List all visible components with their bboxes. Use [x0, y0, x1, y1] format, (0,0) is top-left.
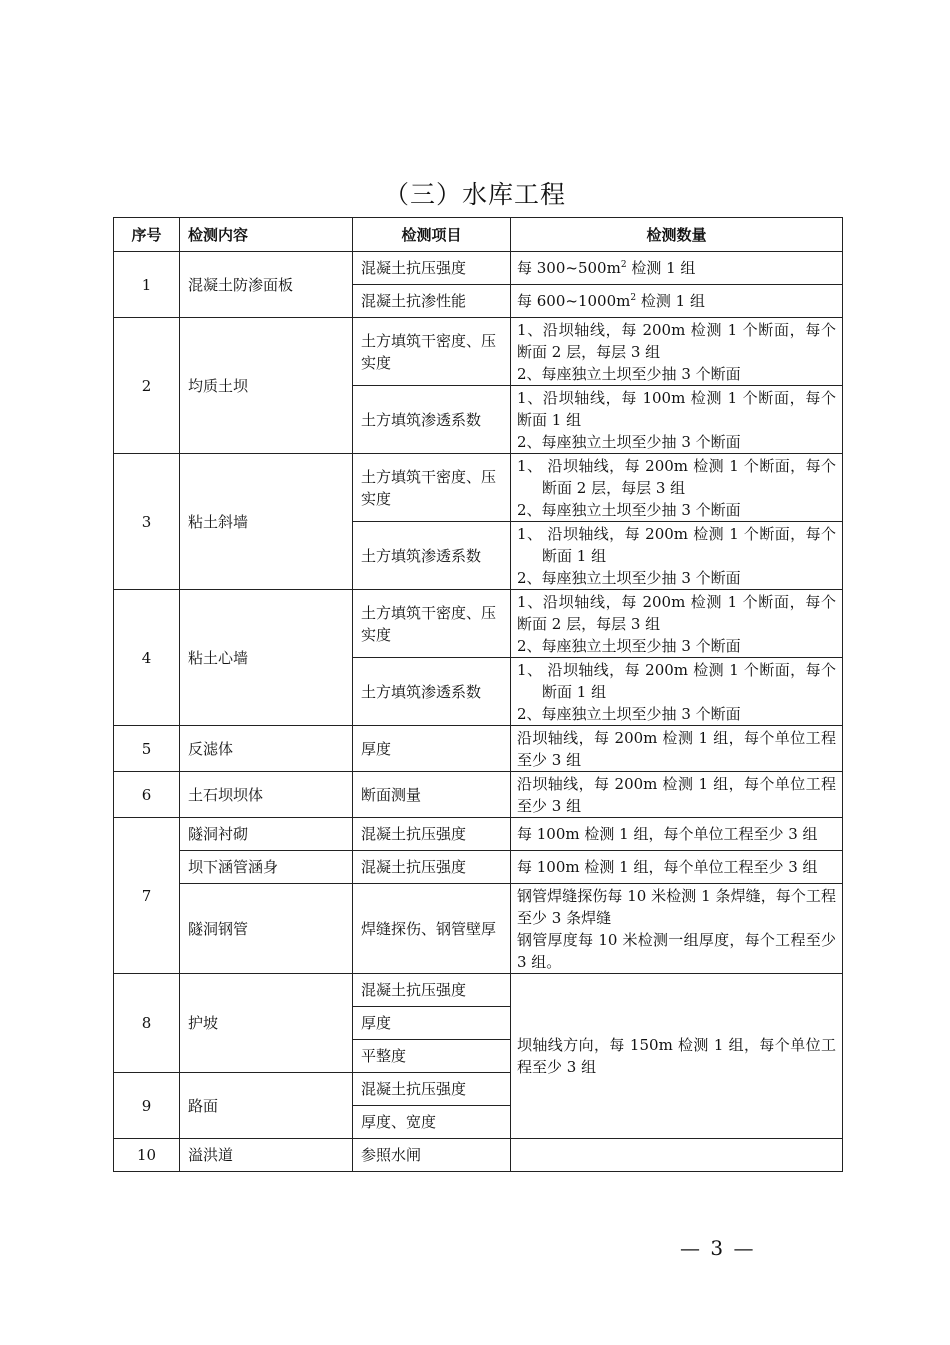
- header-no: 序号: [114, 218, 180, 252]
- cell-item: 土方填筑渗透系数: [353, 386, 511, 454]
- cell-no: 5: [114, 726, 180, 772]
- table-row: [114, 590, 843, 658]
- table-row: [114, 851, 843, 884]
- cell-content: 隧洞衬砌: [180, 818, 353, 851]
- cell-item: 混凝土抗压强度: [353, 818, 511, 851]
- cell-quantity: 每 100m 检测 1 组，每个单位工程至少 3 组: [511, 818, 843, 851]
- cell-quantity: 每 100m 检测 1 组，每个单位工程至少 3 组: [511, 851, 843, 884]
- cell-content: 路面: [180, 1073, 353, 1139]
- header-quantity: 检测数量: [511, 218, 843, 252]
- cell-content: 粘土心墙: [180, 590, 353, 726]
- table-row: [114, 252, 843, 285]
- cell-item: 焊缝探伤、钢管壁厚: [353, 884, 511, 974]
- cell-content: 坝下涵管涵身: [180, 851, 353, 884]
- cell-no: 2: [114, 318, 180, 454]
- cell-quantity: 钢管焊缝探伤每 10 米检测 1 条焊缝，每个工程至少 3 条焊缝 钢管厚度每 10 米检测一组厚度，每个工程至少 3 组。: [511, 884, 843, 974]
- header-content: 检测内容: [180, 218, 353, 252]
- cell-quantity: 沿坝轴线，每 200m 检测 1 组，每个单位工程至少 3 组: [511, 772, 843, 818]
- cell-content: 溢洪道: [180, 1139, 353, 1172]
- cell-item: 混凝土抗压强度: [353, 851, 511, 884]
- page-number: — 3 —: [680, 1236, 756, 1260]
- cell-quantity: 1、 沿坝轴线，每 200m 检测 1 个断面，每个断面 1 组 2、每座独立土坝至少抽 3 个断面: [511, 522, 843, 590]
- cell-item: 混凝土抗渗性能: [353, 285, 511, 318]
- cell-item: 土方填筑渗透系数: [353, 522, 511, 590]
- section-title: （三）水库工程: [383, 180, 566, 209]
- cell-no: 10: [114, 1139, 180, 1172]
- table-row: [114, 454, 843, 522]
- cell-item: 断面测量: [353, 772, 511, 818]
- cell-item: 土方填筑干密度、压实度: [353, 590, 511, 658]
- inspection-table: [113, 217, 843, 1172]
- cell-content: 粘土斜墙: [180, 454, 353, 590]
- table-row: [114, 318, 843, 386]
- cell-item: 参照水闸: [353, 1139, 511, 1172]
- table-row: [114, 772, 843, 818]
- cell-content: 混凝土防渗面板: [180, 252, 353, 318]
- cell-item: 土方填筑渗透系数: [353, 658, 511, 726]
- cell-quantity: 1、沿坝轴线，每 200m 检测 1 个断面，每个断面 2 层，每层 3 组 2、每座独立土坝至少抽 3 个断面: [511, 590, 843, 658]
- cell-quantity: 1、 沿坝轴线，每 200m 检测 1 个断面，每个断面 2 层，每层 3 组 2、每座独立土坝至少抽 3 个断面: [511, 454, 843, 522]
- cell-item: 平整度: [353, 1040, 511, 1073]
- cell-content: 均质土坝: [180, 318, 353, 454]
- table-header-row: [114, 218, 843, 252]
- cell-quantity: 1、沿坝轴线，每 100m 检测 1 个断面，每个断面 1 组 2、每座独立土坝至少抽 3 个断面: [511, 386, 843, 454]
- cell-content: 护坡: [180, 974, 353, 1073]
- table-row: [114, 818, 843, 851]
- table-row: [114, 1139, 843, 1172]
- cell-content: 隧洞钢管: [180, 884, 353, 974]
- cell-quantity: 每 $600\sim 1000m^2$ 检测 1 组: [511, 285, 843, 318]
- header-item: 检测项目: [353, 218, 511, 252]
- cell-no: 4: [114, 590, 180, 726]
- cell-item: 厚度: [353, 726, 511, 772]
- cell-no: 7: [114, 818, 180, 974]
- cell-quantity: 坝轴线方向，每 150m 检测 1 组，每个单位工程至少 3 组: [511, 974, 843, 1139]
- cell-quantity: 1、 沿坝轴线，每 200m 检测 1 个断面，每个断面 1 组 2、每座独立土坝至少抽 3 个断面: [511, 658, 843, 726]
- table-row: [114, 726, 843, 772]
- cell-item: 厚度: [353, 1007, 511, 1040]
- cell-no: 6: [114, 772, 180, 818]
- cell-no: 9: [114, 1073, 180, 1139]
- table-row: [114, 974, 843, 1007]
- cell-no: 8: [114, 974, 180, 1073]
- cell-item: 土方填筑干密度、压实度: [353, 454, 511, 522]
- cell-item: 土方填筑干密度、压实度: [353, 318, 511, 386]
- cell-quantity: 沿坝轴线，每 200m 检测 1 组，每个单位工程至少 3 组: [511, 726, 843, 772]
- cell-no: 3: [114, 454, 180, 590]
- cell-no: 1: [114, 252, 180, 318]
- cell-item: 厚度、宽度: [353, 1106, 511, 1139]
- cell-content: 反滤体: [180, 726, 353, 772]
- cell-quantity: [511, 1139, 843, 1172]
- cell-quantity: 1、沿坝轴线，每 200m 检测 1 个断面，每个断面 2 层，每层 3 组 2、每座独立土坝至少抽 3 个断面: [511, 318, 843, 386]
- cell-content: 土石坝坝体: [180, 772, 353, 818]
- cell-item: 混凝土抗压强度: [353, 974, 511, 1007]
- cell-item: 混凝土抗压强度: [353, 1073, 511, 1106]
- table-row: [114, 884, 843, 974]
- cell-item: 混凝土抗压强度: [353, 252, 511, 285]
- cell-quantity: 每 $300\sim 500m^2$ 检测 1 组: [511, 252, 843, 285]
